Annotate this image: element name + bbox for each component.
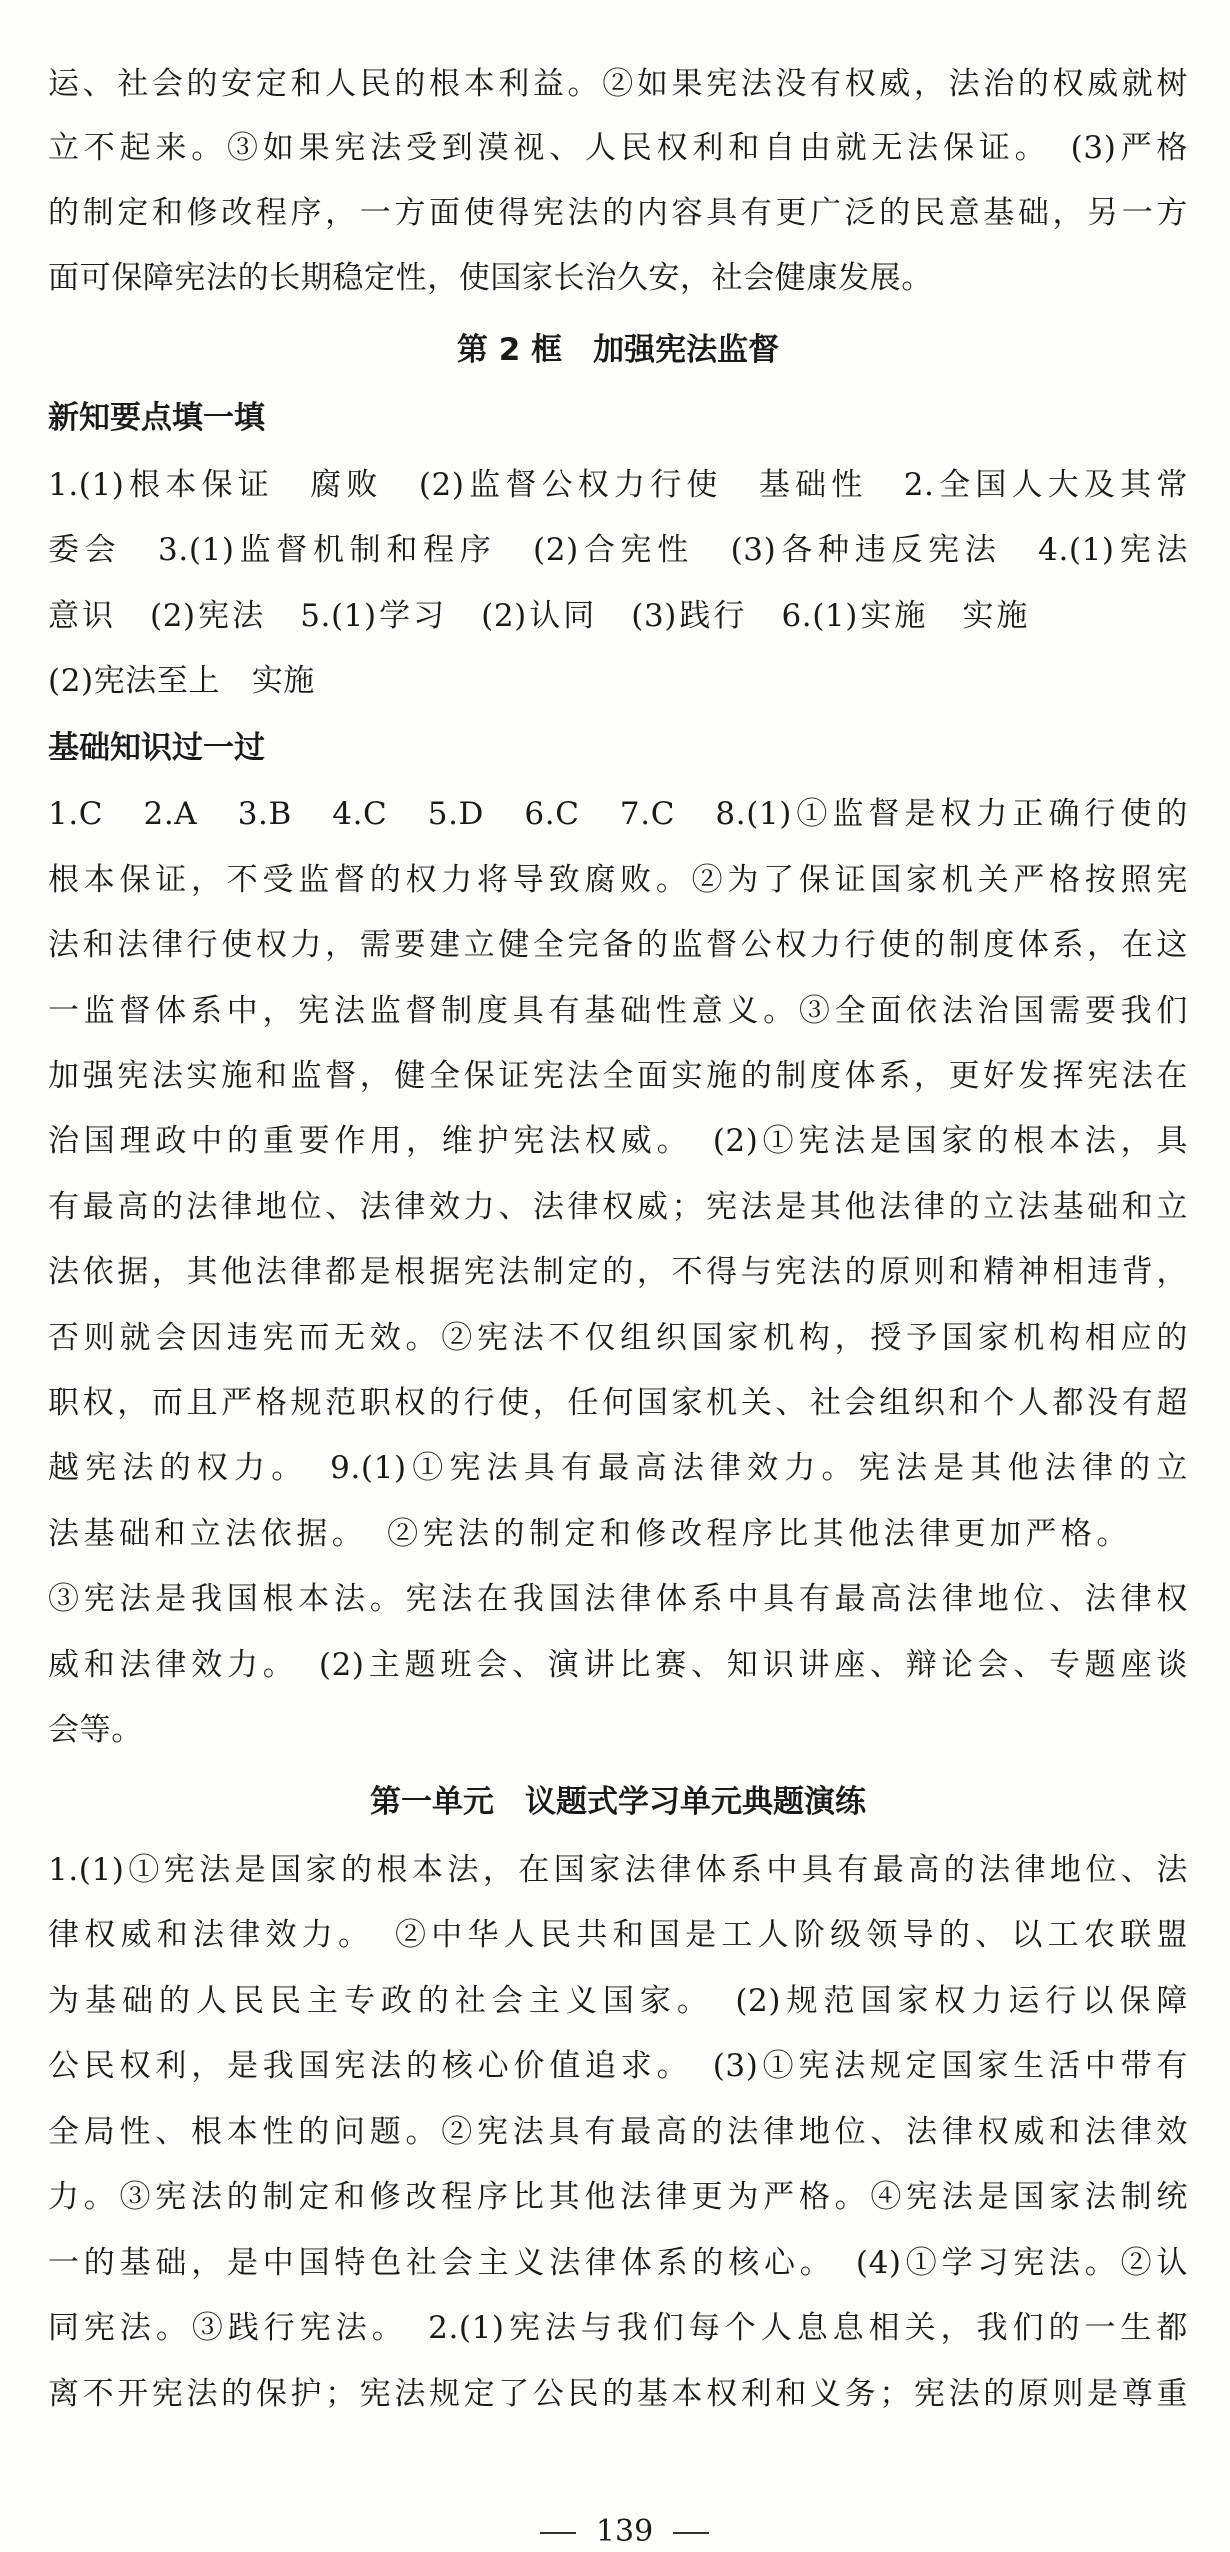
text-line: 力。③宪法的制定和修改程序比其他法律更为严格。④宪法是国家法制统 [48,2179,1188,2215]
text-line: 法依据，其他法律都是根据宪法制定的，不得与宪法的原则和精神相违背， [48,1254,1188,1290]
text-line: 运、社会的安定和人民的根本利益。②如果宪法没有权威，法治的权威就树 [48,66,1188,102]
text-line: 越宪法的权力。 9.(1)①宪法具有最高法律效力。宪法是其他法律的立 [48,1450,1188,1486]
subsection-heading: 新知要点填一填 [48,400,265,436]
text-line: 的制定和修改程序，一方面使得宪法的内容具有更广泛的民意基础，另一方 [48,195,1188,231]
text-line: (2)宪法至上 实施 [48,663,315,699]
page-number: 139 [595,2514,654,2549]
text-line: 法基础和立法依据。 ②宪法的制定和修改程序比其他法律更加严格。 [48,1516,1128,1552]
text-line: 根本保证，不受监督的权力将导致腐败。②为了保证国家机关严格按照宪 [48,862,1188,898]
text-line: 为基础的人民民主专政的社会主义国家。 (2)规范国家权力运行以保障 [48,1983,1188,2019]
text-line: 一监督体系中，宪法监督制度具有基础性意义。③全面依法治国需要我们 [48,993,1188,1029]
text-line: 公民权利，是我国宪法的核心价值追求。 (3)①宪法规定国家生活中带有 [48,2048,1188,2084]
subsection-heading: 基础知识过一过 [48,730,265,766]
text-line: 有最高的法律地位、法律效力、法律权威；宪法是其他法律的立法基础和立 [48,1189,1188,1225]
text-line: 离不开宪法的保护；宪法规定了公民的基本权利和义务；宪法的原则是尊重 [48,2376,1188,2412]
page-number-footer [0,2472,1230,2552]
section-title: 第一单元 议题式学习单元典题演练 [370,1784,866,1820]
text-line: 律权威和法律效力。 ②中华人民共和国是工人阶级领导的、以工农联盟 [48,1917,1188,1953]
text-line: 1.(1)①宪法是国家的根本法，在国家法律体系中具有最高的法律地位、法 [48,1852,1188,1888]
dash-left [540,2532,576,2534]
text-line: 面可保障宪法的长期稳定性，使国家长治久安，社会健康发展。 [48,260,933,296]
text-line: 一的基础，是中国特色社会主义法律体系的核心。 (4)①学习宪法。②认 [48,2245,1188,2281]
text-line: 法和法律行使权力，需要建立健全完备的监督公权力行使的制度体系，在这 [48,927,1188,963]
text-line: 同宪法。③践行宪法。 2.(1)宪法与我们每个人息息相关，我们的一生都 [48,2310,1188,2346]
text-line: 加强宪法实施和监督，健全保证宪法全面实施的制度体系，更好发挥宪法在 [48,1058,1188,1094]
text-line: 治国理政中的重要作用，维护宪法权威。 (2)①宪法是国家的根本法，具 [48,1123,1188,1159]
section-title: 第 2 框 加强宪法监督 [456,332,780,368]
text-line: ③宪法是我国根本法。宪法在我国法律体系中具有最高法律地位、法律权 [48,1581,1188,1617]
text-line: 委会 3.(1)监督机制和程序 (2)合宪性 (3)各种违反宪法 4.(1)宪法 [48,532,1188,568]
text-line: 1.(1)根本保证 腐败 (2)监督公权力行使 基础性 2.全国人大及其常 [48,467,1188,503]
text-line: 1.C 2.A 3.B 4.C 5.D 6.C 7.C 8.(1)①监督是权力正确行使的 [48,796,1188,832]
text-line: 职权，而且严格规范职权的行使，任何国家机关、社会组织和个人都没有超 [48,1385,1188,1421]
text-line: 意识 (2)宪法 5.(1)学习 (2)认同 (3)践行 6.(1)实施 实施 [48,598,1028,634]
text-line: 会等。 [48,1712,143,1748]
text-line: 威和法律效力。 (2)主题班会、演讲比赛、知识讲座、辩论会、专题座谈 [48,1647,1188,1683]
text-line: 立不起来。③如果宪法受到漠视、人民权利和自由就无法保证。 (3)严格 [48,130,1188,166]
text-line: 全局性、根本性的问题。②宪法具有最高的法律地位、法律权威和法律效 [48,2114,1188,2150]
text-line: 否则就会因违宪而无效。②宪法不仅组织国家机构，授予国家机构相应的 [48,1320,1188,1356]
dash-right [673,2532,709,2534]
